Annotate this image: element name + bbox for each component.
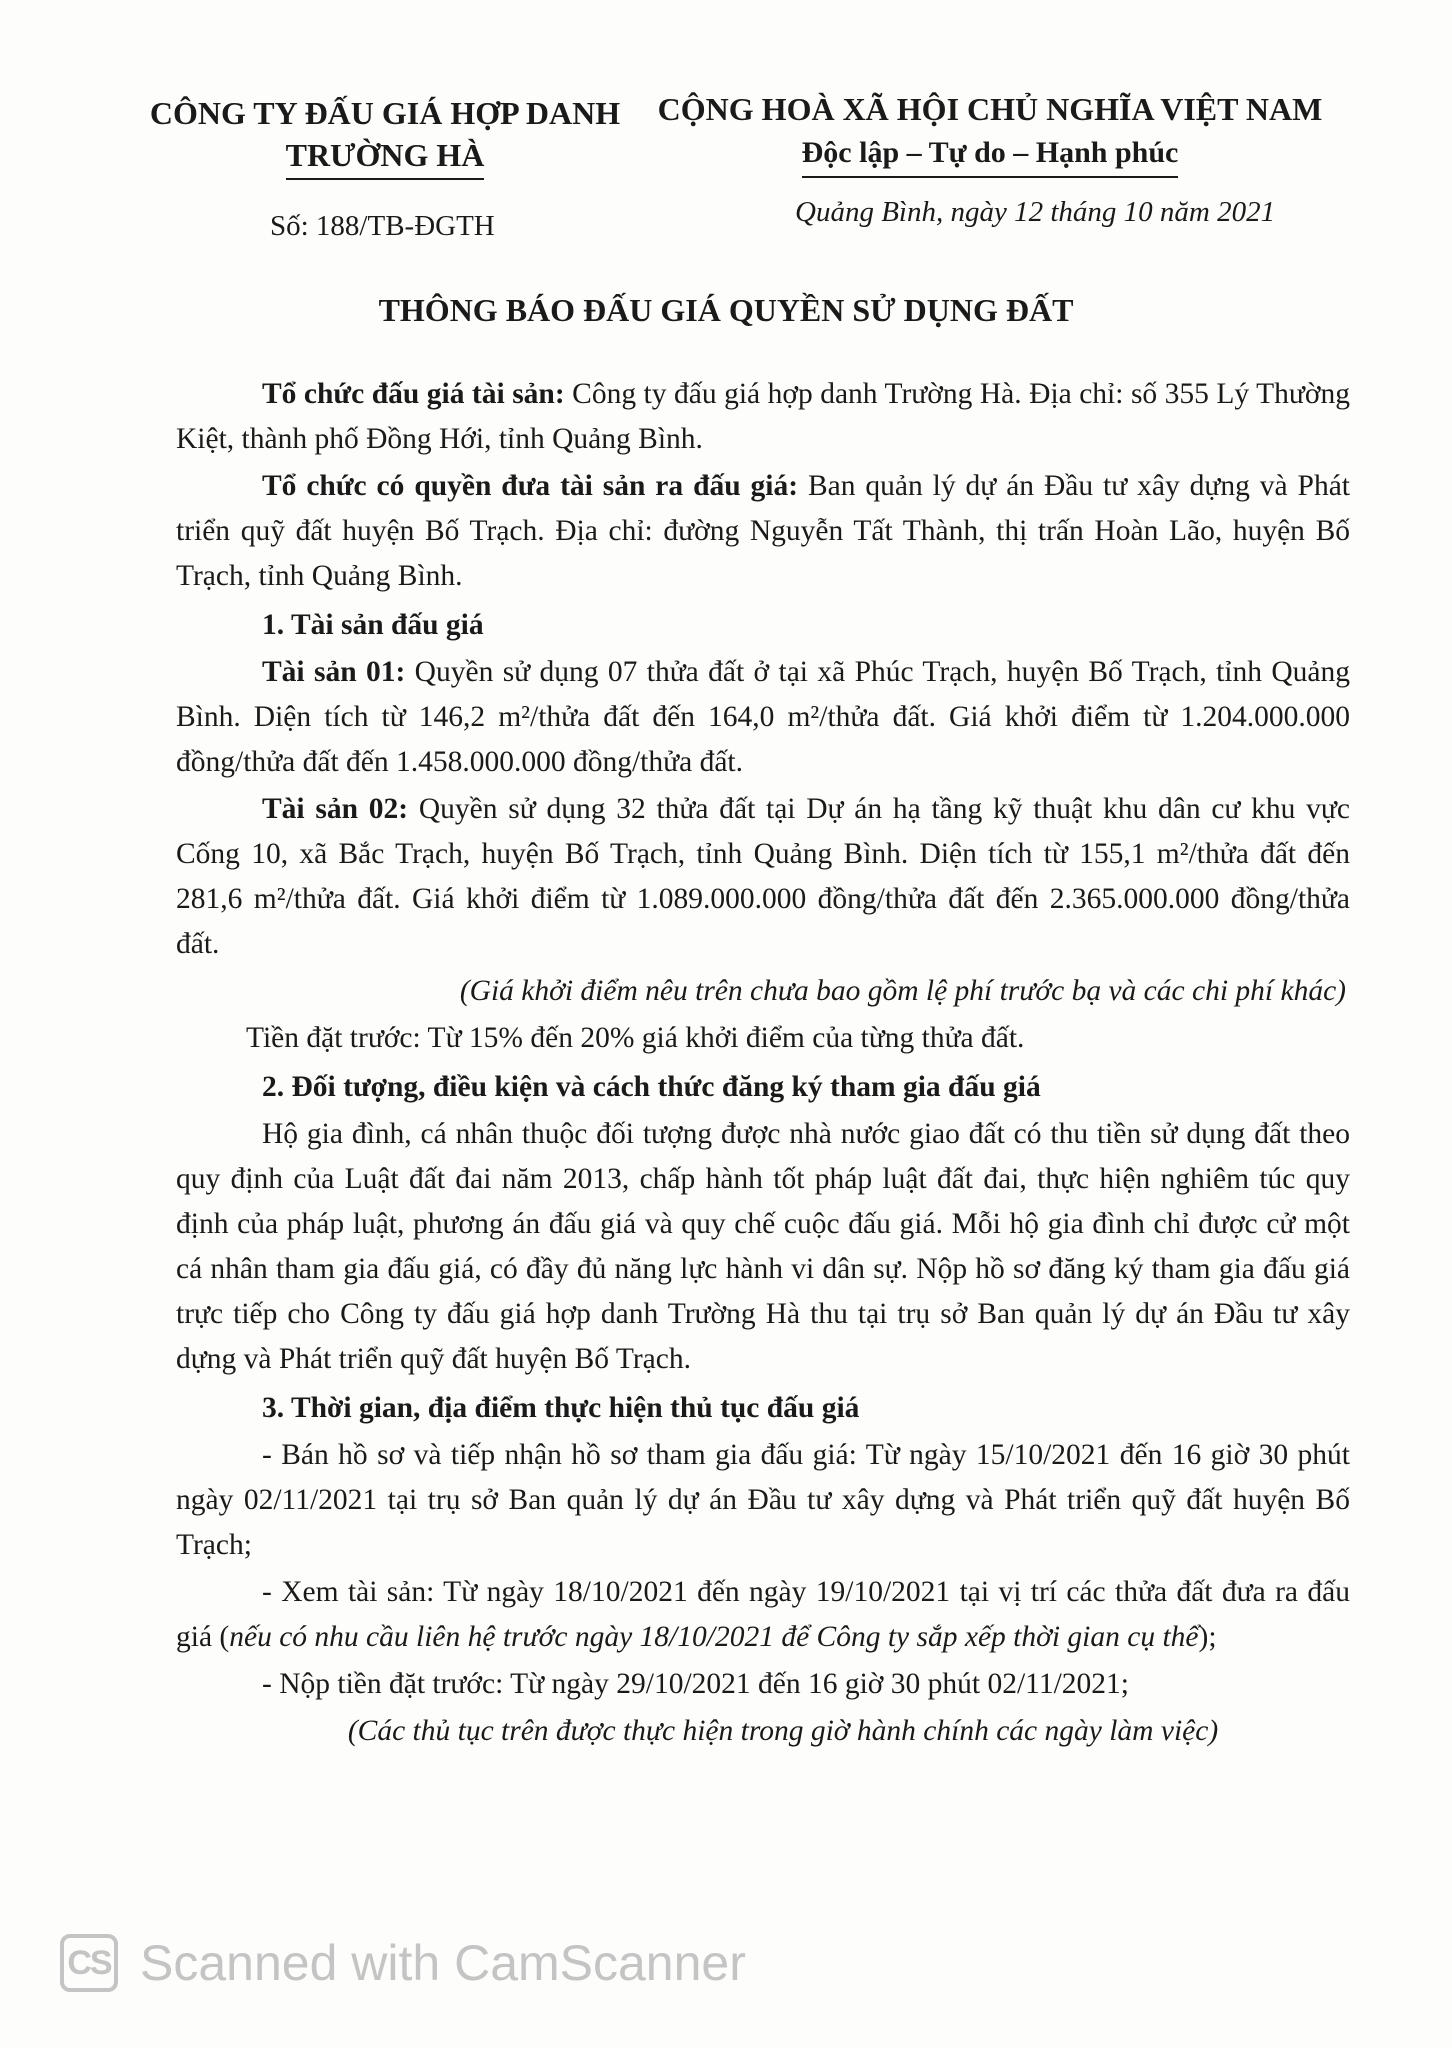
national-header (650, 88, 1330, 178)
asset-owner-text: Ban quản lý dự án Đầu tư xây dựng và Phát triển quỹ đất huyện Bố Trạch. Địa chỉ: đường Nguyễn Tất Thành, thị trấn Hoàn Lão, huyện Bố Trạch, tỉnh Quảng Bình. (176, 470, 1350, 592)
auction-organization-paragraph (176, 372, 1350, 462)
deposit-paragraph: Tiền đặt trước: Từ 15% đến 20% giá khởi điểm của từng thửa đất. (246, 1022, 1025, 1054)
section-3-title: 3. Thời gian, địa điểm thực hiện thủ tục đấu giá (262, 1392, 860, 1424)
organization-header (140, 92, 630, 180)
place-date: Quảng Bình, ngày 12 tháng 10 năm 2021 (795, 196, 1276, 228)
asset-02-text: Quyền sử dụng 32 thửa đất tại Dự án hạ tầng kỹ thuật khu dân cư khu vực Cống 10, xã Bắc Trạch, huyện Bố Trạch, tỉnh Quảng Bình. Diện tích từ 155,1 m²/thửa đất đến 281,6 m²/thửa đất. Giá khởi điểm từ 1.089.000.000 đồng/thửa đất đến 2.365.000.000 đồng/thửa đất. (176, 793, 1350, 960)
document-number: Số: 188/TB-ĐGTH (270, 210, 495, 242)
org-name-line1: CÔNG TY ĐẤU GIÁ HỢP DANH (149, 95, 621, 131)
deposit-payment-item: - Nộp tiền đặt trước: Từ ngày 29/10/2021 đến 16 giờ 30 phút 02/11/2021; (262, 1668, 1129, 1700)
national-motto: Độc lập – Tự do – Hạnh phúc (802, 132, 1179, 178)
republic-name: CỘNG HOÀ XÃ HỘI CHỦ NGHĨA VIỆT NAM (657, 91, 1323, 127)
section-2-title: 2. Đối tượng, điều kiện và cách thức đăng ký tham gia đấu giá (262, 1071, 1041, 1103)
office-hours-note: (Các thủ tục trên được thực hiện trong giờ hành chính các ngày làm việc) (347, 1715, 1219, 1747)
asset-viewing-end: ); (1198, 1621, 1217, 1653)
asset-02-label: Tài sản 02: (262, 793, 409, 825)
section-2-paragraph: Hộ gia đình, cá nhân thuộc đối tượng được nhà nước giao đất có thu tiền sử dụng đất theo quy định của Luật đất đai năm 2013, chấp hành tốt pháp luật đất đai, thực hiện nghiêm túc quy định của pháp luật, phương án đấu giá và quy chế cuộc đấu giá. Mỗi hộ gia đình chỉ được cử một cá nhân tham gia đấu giá, có đầy đủ năng lực hành vi dân sự. Nộp hồ sơ đăng ký tham gia đấu giá trực tiếp cho Công ty đấu giá hợp danh Trường Hà thu tại trụ sở Ban quản lý dự án Đầu tư xây dựng và Phát triển quỹ đất huyện Bố Trạch. (176, 1118, 1350, 1375)
asset-owner-label: Tổ chức có quyền đưa tài sản ra đấu giá: (262, 470, 799, 502)
camscanner-text: Scanned with CamScanner (140, 1935, 746, 1991)
starting-price-note: (Giá khởi điểm nêu trên chưa bao gồm lệ phí trước bạ và các chi phí khác) (459, 975, 1346, 1007)
section-1-title: 1. Tài sản đấu giá (262, 609, 484, 641)
asset-02-paragraph (176, 787, 1350, 967)
org-name-line2: TRƯỜNG HÀ (286, 134, 485, 180)
asset-01-label: Tài sản 01: (262, 656, 406, 688)
auction-organization-text: Công ty đấu giá hợp danh Trường Hà. Địa chỉ: số 355 Lý Thường Kiệt, thành phố Đồng Hới, tỉnh Quảng Bình. (176, 378, 1350, 455)
auction-organization-label: Tổ chức đấu giá tài sản: (262, 378, 565, 410)
document-title: THÔNG BÁO ĐẤU GIÁ QUYỀN SỬ DỤNG ĐẤT (378, 292, 1074, 328)
asset-viewing-text: - Xem tài sản: Từ ngày 18/10/2021 đến ngày 19/10/2021 tại vị trí các thửa đất đưa ra đấu giá ( (176, 1576, 1350, 1653)
asset-01-text: Quyền sử dụng 07 thửa đất ở tại xã Phúc Trạch, huyện Bố Trạch, tỉnh Quảng Bình. Diện tích từ 146,2 m²/thửa đất đến 164,0 m²/thửa đất. Giá khởi điểm từ 1.204.000.000 đồng/thửa đất đến 1.458.000.000 đồng/thửa đất. (176, 656, 1350, 778)
camscanner-watermark (60, 1934, 746, 1992)
asset-owner-paragraph (176, 464, 1350, 599)
asset-01-paragraph (176, 650, 1350, 785)
registration-period-item: - Bán hồ sơ và tiếp nhận hồ sơ tham gia đấu giá: Từ ngày 15/10/2021 đến 16 giờ 30 phút ngày 02/11/2021 tại trụ sở Ban quản lý dự án Đầu tư xây dựng và Phát triển quỹ đất huyện Bố Trạch; (176, 1439, 1350, 1561)
asset-viewing-italic: nếu có nhu cầu liên hệ trước ngày 18/10/2021 để Công ty sắp xếp thời gian cụ thể (229, 1621, 1199, 1653)
document-body (176, 372, 1350, 1756)
camscanner-logo-icon: CS (60, 1934, 118, 1992)
asset-viewing-item (176, 1570, 1350, 1660)
